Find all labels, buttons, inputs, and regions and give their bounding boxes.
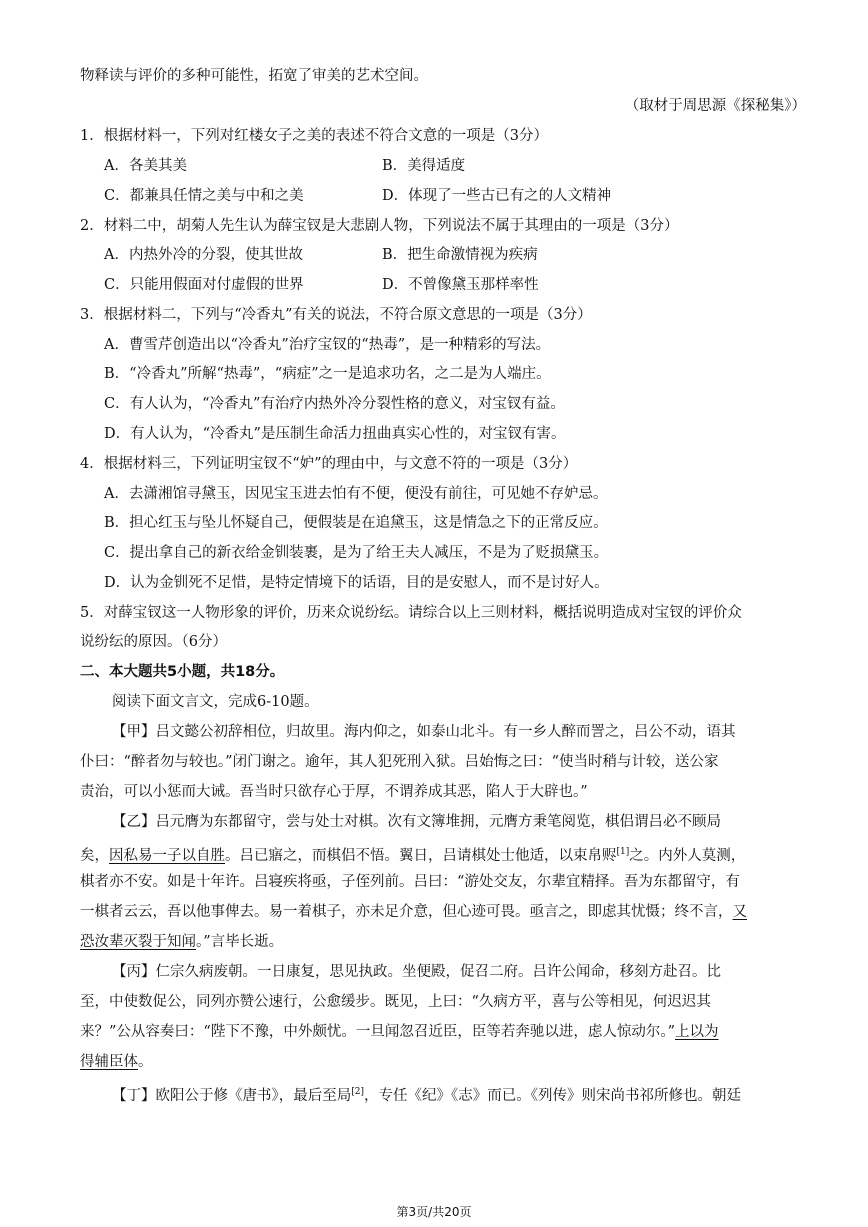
passage-bing-line-3 [80, 1022, 719, 1042]
text-run: ，专任《纪》《志》而已。《列传》则宋尚书祁所修也。朝廷 [364, 1087, 741, 1104]
question-2-stem: 2．材料二中，胡菊人先生认为薛宝钗是大悲剧人物，下列说法不属于其理由的一项是（3分） [80, 218, 679, 234]
question-4-option-a: A．去潇湘馆寻黛玉，因见宝玉进去怕有不便，便没有前往，可见她不存妒忌。 [104, 486, 608, 502]
text-run: 一棋者云云，吾以他事俾去。易一着棋子，亦未足介意，但心迹可畏。亟言之，即虑其忧慑；终不言， [80, 904, 733, 920]
intro-line: 物释读与评价的多种可能性，拓宽了审美的艺术空间。 [80, 68, 428, 84]
passage-ding-line-1 [112, 1082, 741, 1106]
passage-yi-line-4 [80, 902, 747, 922]
question-1-option-d: D．体现了一些古已有之的人文精神 [382, 188, 612, 204]
underlined-sentence-3-part-2: 得辅臣体 [80, 1054, 138, 1070]
question-2-option-d: D．不曾像黛玉那样率性 [382, 277, 539, 293]
text-run: 。 [138, 1054, 153, 1070]
question-3-option-b: B．“冷香丸”所解“热毒”，“病症”之一是追求功名，之二是为人端庄。 [104, 366, 551, 382]
text-run: 。”言毕长逝。 [196, 934, 284, 950]
question-4-option-d: D．认为金钏死不足惜，是特定情境下的话语，目的是安慰人，而不是讨好人。 [104, 575, 609, 591]
question-3-option-d: D．有人认为，“冷香丸”是压制生命活力扭曲真实心性的，对宝钗有害。 [104, 426, 566, 442]
text-run: 。吕已寤之，而棋侣不悟。翼日，吕请棋处士他适，以束帛赆 [225, 847, 617, 864]
question-1-option-b: B．美得适度 [382, 158, 466, 174]
question-3-option-a: A．曹雪芹创造出以“冷香丸”治疗宝钗的“热毒”，是一种精彩的写法。 [104, 337, 551, 353]
question-3-stem: 3．根据材料二，下列与“冷香丸”有关的说法，不符合原文意思的一项是（3分） [80, 307, 592, 323]
footnote-ref-1: [1] [616, 847, 630, 857]
section-instruction: 阅读下面文言文，完成6-10题。 [112, 694, 319, 710]
source-citation: （取材于周思源《探秘集》） [624, 98, 806, 114]
question-5-line-2: 说纷纭的原因。（6分） [80, 634, 227, 650]
passage-jia-line-1: 【甲】吕文懿公初辞相位，归故里。海内仰之，如泰山北斗。有一乡人醉而詈之，吕公不动，语其 [112, 724, 736, 740]
question-3-option-c: C．有人认为，“冷香丸”有治疗内热外冷分裂性格的意义，对宝钗有益。 [104, 396, 565, 412]
question-2-option-c: C．只能用假面对付虚假的世界 [104, 277, 304, 293]
question-4-option-c: C．提出拿自己的新衣给金钏装裹，是为了给王夫人减压，不是为了贬损黛玉。 [104, 545, 609, 561]
passage-yi-line-3: 棋者亦不安。如是十年许。吕寝疾将亟，子侄列前。吕曰：“游处交友，尔辈宜精择。吾为东都留守，有 [80, 874, 740, 890]
question-1-option-a: A．各美其美 [104, 158, 187, 174]
passage-jia-line-2: 仆曰：“醉者勿与较也。”闭门谢之。逾年，其人犯死刑入狱。吕始悔之曰：“使当时稍与计较，送公家 [80, 754, 719, 770]
question-1-stem: 1．根据材料一，下列对红楼女子之美的表述不符合文意的一项是（3分） [80, 128, 548, 144]
question-2-option-b: B．把生命激情视为疾病 [382, 247, 538, 263]
page-number: 第3页/共20页 [396, 1205, 472, 1219]
text-run: 【丁】欧阳公于修《唐书》，最后至局 [112, 1087, 352, 1104]
underlined-sentence-3-part-1: 上以为 [675, 1024, 719, 1040]
passage-yi-line-2 [80, 842, 745, 866]
underlined-sentence-1: 因私易一子以自胜 [109, 847, 225, 864]
section-heading: 二、本大题共5小题，共18分。 [80, 664, 285, 680]
question-4-option-b: B．担心红玉与坠儿怀疑自己，便假装是在追黛玉，这是情急之下的正常反应。 [104, 515, 608, 531]
passage-bing-line-4 [80, 1052, 153, 1072]
underlined-sentence-2-part-2: 恐汝辈灭裂于知闻 [80, 934, 196, 950]
passage-yi-line-1: 【乙】吕元膺为东都留守，尝与处士对棋。次有文簿堆拥，元膺方秉笔阅览，棋侣谓吕必不顾局 [112, 814, 721, 830]
passage-yi-line-5 [80, 932, 283, 952]
text-run: 矣， [80, 847, 109, 864]
passage-bing-line-2: 至，中使数促公，同列亦赞公速行，公愈缓步。既见，上曰：“久病方平，喜与公等相见，何迟迟其 [80, 994, 711, 1010]
footnote-ref-2: [2] [351, 1087, 364, 1097]
text-run: 来？”公从容奏曰：“陛下不豫，中外颇忧。一旦闻忽召近臣，臣等若奔驰以进，虑人惊动尔。” [80, 1024, 675, 1040]
question-2-option-a: A．内热外冷的分裂，使其世故 [104, 247, 303, 263]
question-5-line-1: 5．对薛宝钗这一人物形象的评价，历来众说纷纭。请综合以上三则材料，概括说明造成对宝钗的评价众 [80, 605, 742, 621]
passage-jia-line-3: 责治，可以小惩而大诫。吾当时只欲存心于厚，不谓养成其恶，陷人于大辟也。” [80, 784, 588, 800]
text-run: 之。内外人莫测， [629, 847, 746, 864]
question-4-stem: 4．根据材料三，下列证明宝钗不“妒”的理由中，与文意不符的一项是（3分） [80, 456, 578, 472]
underlined-sentence-2-part-1: 又 [732, 904, 747, 920]
passage-bing-line-1: 【丙】仁宗久病废朝。一日康复，思见执政。坐便殿，促召二府。吕许公闻命，移刻方赴召。比 [112, 964, 721, 980]
question-1-option-c: C．都兼具任情之美与中和之美 [104, 188, 304, 204]
